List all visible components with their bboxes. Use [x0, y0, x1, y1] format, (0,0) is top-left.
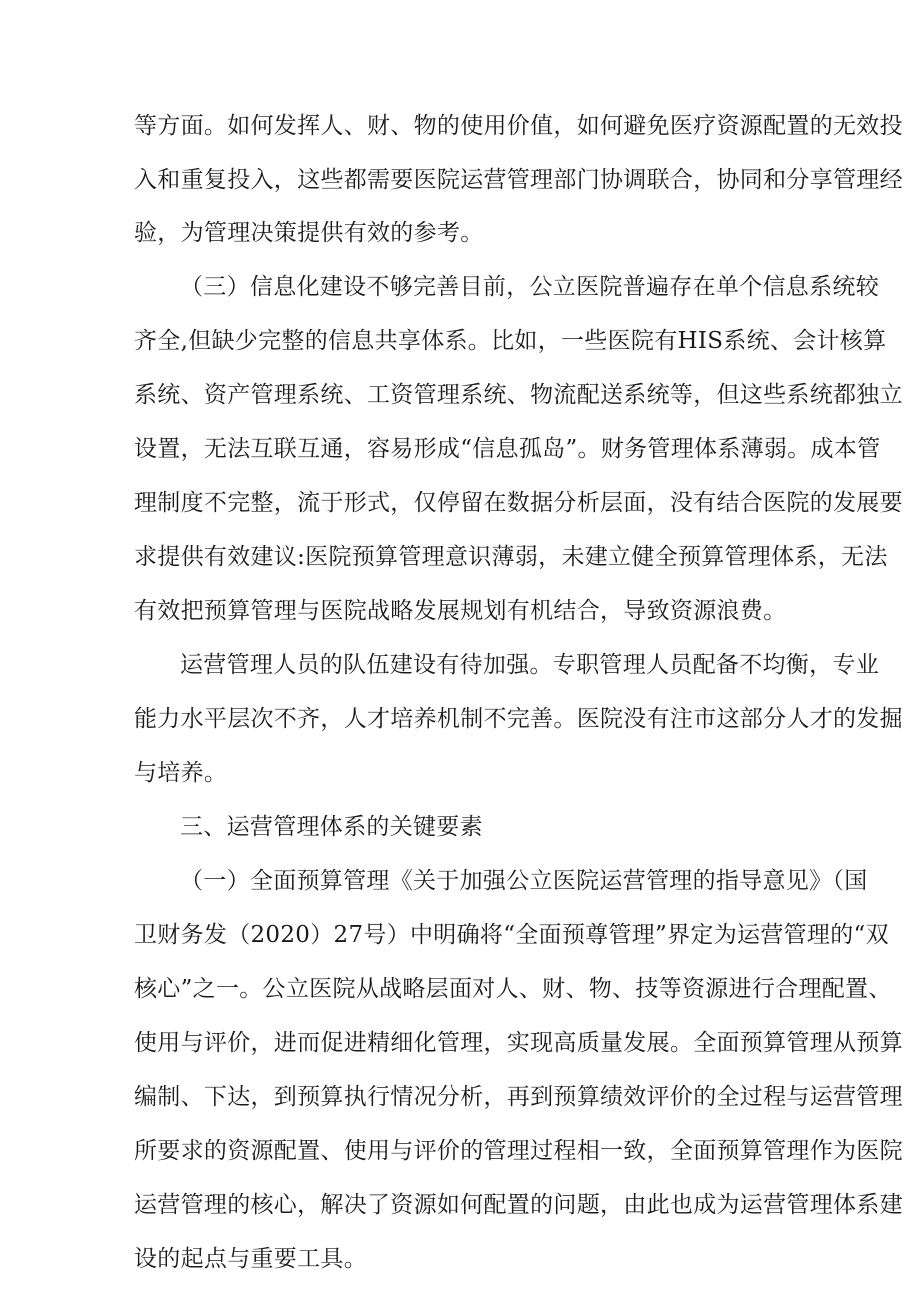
- paragraph-1-line-3: 验，为管理决策提供有效的参考。: [134, 220, 484, 246]
- paragraph-2-line-2: 齐全,但缺少完整的信息共享体系。比如，一些医院有HIS系统、会计核算: [134, 328, 887, 354]
- paragraph-2-line-4: 设置，无法互联互通，容易形成“信息孤岛”。财务管理体系薄弱。成本管: [134, 436, 881, 462]
- paragraph-4-line-7: 运营管理的核心，解决了资源如何配置的问题，由此也成为运营管理体系建: [134, 1192, 903, 1218]
- paragraph-4-line-8: 设的起点与重要工具。: [134, 1246, 367, 1272]
- paragraph-3-line-2: 能力水平层次不齐，人才培养机制不完善。医院没有注市这部分人才的发掘: [134, 706, 903, 732]
- paragraph-4-line-4: 使用与评价，进而促进精细化管理，实现高质量发展。全面预算管理从预算: [134, 1030, 903, 1056]
- paragraph-4-line-2: 卫财务发（2020）27号）中明确将“全面预尊管理”界定为运营管理的“双: [134, 922, 889, 948]
- paragraph-3-line-1: 运营管理人员的队伍建设有待加强。专职管理人员配备不均衡，专业: [180, 652, 879, 678]
- paragraph-2-line-7: 有效把预算管理与医院战略发展规划有机结合，导致资源浪费。: [134, 598, 787, 624]
- paragraph-4-line-1: （一）全面预算管理《关于加强公立医院运营管理的指导意见》（国: [180, 868, 868, 894]
- paragraph-4-line-3: 核心”之一。公立医院从战略层面对人、财、物、技等资源进行合理配置、: [134, 976, 892, 1002]
- paragraph-2-line-1: （三）信息化建设不够完善目前，公立医院普遍存在单个信息系统较: [180, 274, 879, 300]
- paragraph-2-line-5: 理制度不完整，流于形式，仅停留在数据分析层面，没有结合医院的发展要: [134, 490, 903, 516]
- paragraph-3-line-3: 与培养。: [134, 760, 228, 786]
- paragraph-2-line-6: 求提供有效建议:医院预算管理意识薄弱，未建立健全预算管理体系，无法: [134, 544, 888, 570]
- paragraph-4-line-5: 编制、下达，到预算执行情况分析，再到预算绩效评价的全过程与运营管理: [134, 1084, 903, 1110]
- paragraph-4-line-6: 所要求的资源配置、使用与评价的管理过程相一致，全面预算管理作为医院: [134, 1138, 903, 1164]
- paragraph-1-line-1: 等方面。如何发挥人、财、物的使用价值，如何避免医疗资源配置的无效投: [134, 113, 903, 139]
- paragraph-1-line-2: 入和重复投入，这些都需要医院运营管理部门协调联合，协同和分享管理经: [134, 167, 903, 193]
- paragraph-2-line-3: 系统、资产管理系统、工资管理系统、物流配送系统等，但这些系统都独立: [134, 382, 903, 408]
- section-heading: 三、运营管理体系的关键要素: [180, 814, 483, 840]
